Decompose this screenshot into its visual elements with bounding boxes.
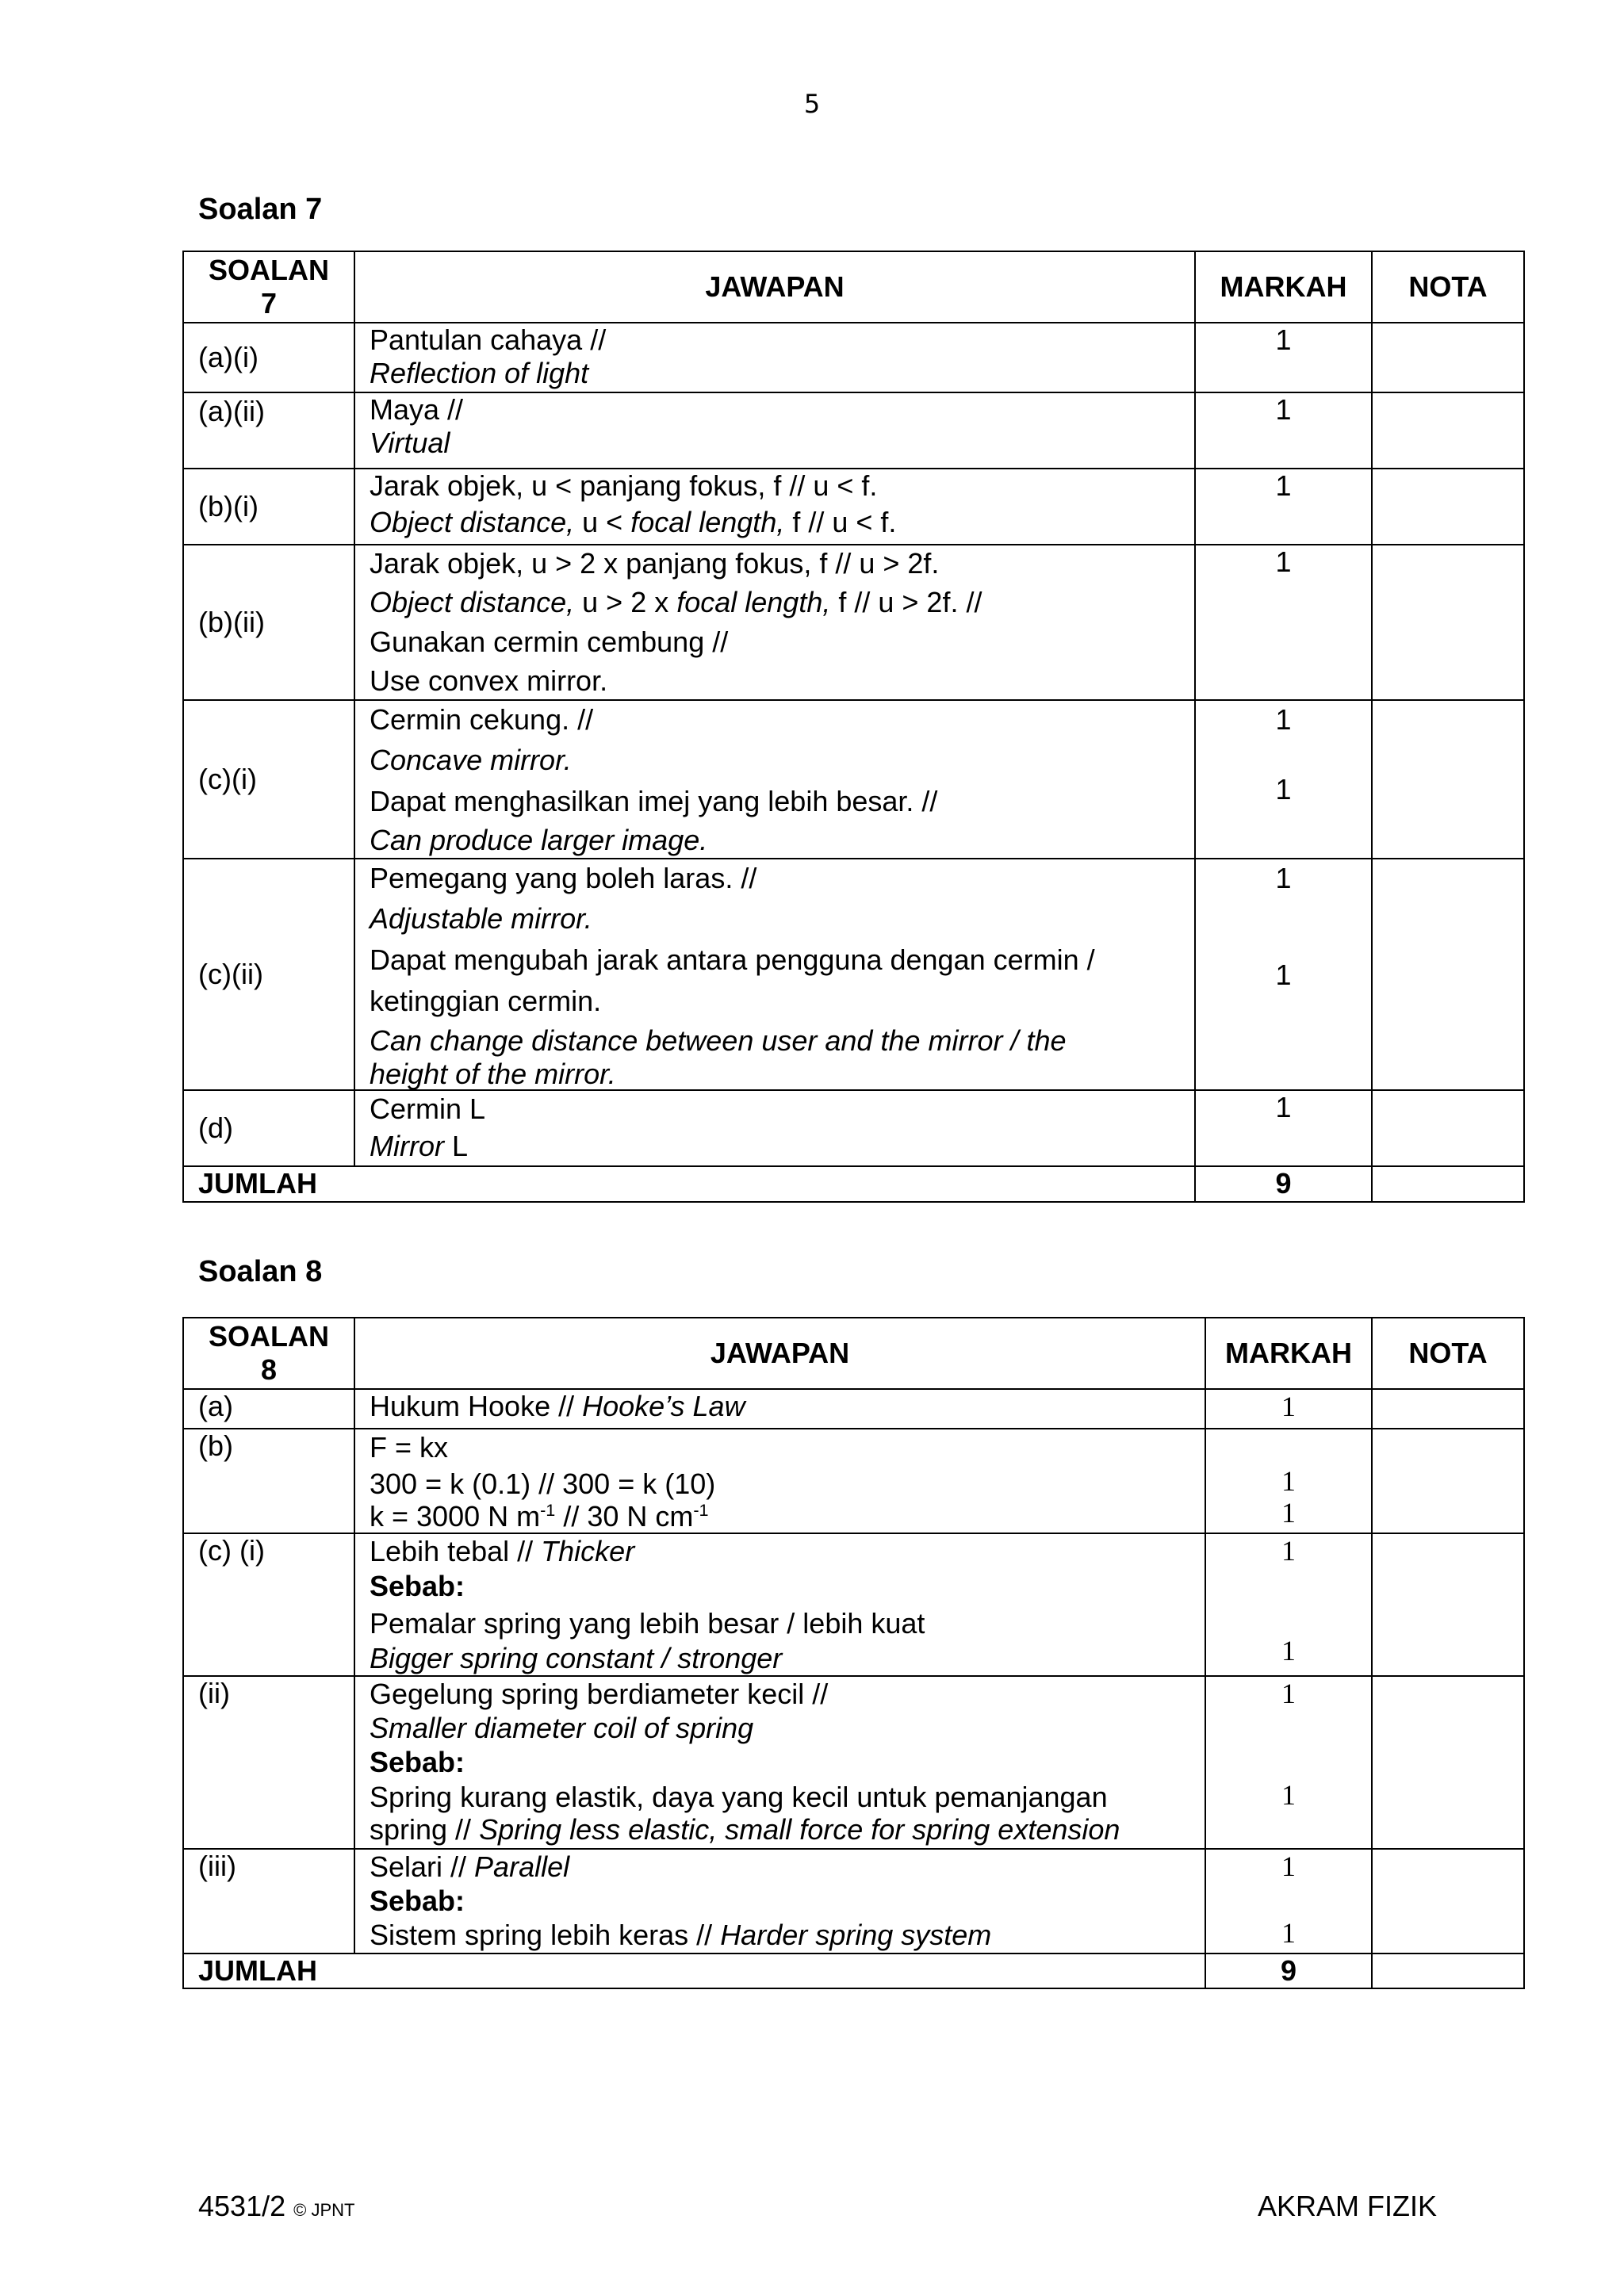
note-cell (1372, 323, 1524, 392)
table-row (183, 545, 1524, 700)
mark-cell: 1 (1195, 469, 1372, 545)
mark-cell: 1 1 (1205, 1849, 1372, 1954)
question-label: (b)(ii) (183, 545, 354, 700)
mark-cell: 1 (1195, 323, 1372, 392)
table-row (183, 1676, 1524, 1849)
table-row (183, 1090, 1524, 1166)
mark-cell: 1 1 (1195, 859, 1372, 1090)
table-row (183, 1533, 1524, 1676)
table-row (183, 323, 1524, 392)
question-label: (iii) (183, 1849, 354, 1954)
question-label: (b)(i) (183, 469, 354, 545)
answer-cell: Jarak objek, u > 2 x panjang fokus, f // u > 2f. Object distance, u > 2 x focal length, f // u > 2f. // Gunakan cermin cembung // Use convex mirror. (354, 545, 1195, 700)
note-cell (1372, 1429, 1524, 1533)
answer-cell: Cermin cekung. // Concave mirror. Dapat menghasilkan imej yang lebih besar. // Can produce larger image. (354, 700, 1195, 859)
question-7-title: Soalan 7 (198, 193, 323, 226)
note-cell (1372, 859, 1524, 1090)
note-cell (1372, 545, 1524, 700)
question-label: (b) (183, 1429, 354, 1533)
total-row (183, 1166, 1524, 1201)
note-cell (1372, 392, 1524, 469)
table-row (183, 469, 1524, 545)
total-label: JUMLAH (183, 1166, 1195, 1201)
table-row (183, 1389, 1524, 1429)
table-row (183, 392, 1524, 469)
answer-cell: Jarak objek, u < panjang fokus, f // u < f. Object distance, u < focal length, f // u < f. (354, 469, 1195, 545)
question-label: (d) (183, 1090, 354, 1166)
header-markah: MARKAH (1205, 1318, 1372, 1389)
note-cell (1372, 1389, 1524, 1429)
total-row (183, 1954, 1524, 1988)
answer-cell: Lebih tebal // Thicker Sebab: Pemalar spring yang lebih besar / lebih kuat Bigger spring constant / stronger (354, 1533, 1205, 1676)
answer-cell: Selari // Parallel Sebab: Sistem spring lebih keras // Harder spring system (354, 1849, 1205, 1954)
question-label: (a) (183, 1389, 354, 1429)
header-markah: MARKAH (1195, 251, 1372, 323)
table-row (183, 700, 1524, 859)
answer-cell: F = kx 300 = k (0.1) // 300 = k (10) k = 3000 N $m^{-1} // 30$ N $cm^{-1}$ (354, 1429, 1205, 1533)
header-jawapan: JAWAPAN (354, 1318, 1205, 1389)
answer-cell: Gegelung spring berdiameter kecil // Smaller diameter coil of spring Sebab: Spring kurang elastik, daya yang kecil untuk pemanjangan spring // Spring less elastic, small force for spring extension (354, 1676, 1205, 1849)
mark-cell: 1 1 (1195, 700, 1372, 859)
footer-author: AKRAM FIZIK (1257, 2190, 1437, 2222)
mark-cell: 1 (1195, 1090, 1372, 1166)
question-7-answer-table (182, 251, 1525, 1203)
note-cell (1372, 700, 1524, 859)
total-mark: 9 (1205, 1954, 1372, 1988)
note-cell (1372, 1166, 1524, 1201)
footer-paper-code: 4531/2 © JPNT (198, 2190, 355, 2222)
header-jawapan: JAWAPAN (354, 251, 1195, 323)
table-row (183, 1429, 1524, 1533)
mark-cell: 1 (1195, 392, 1372, 469)
table-row (183, 859, 1524, 1090)
table-header-row (183, 1318, 1524, 1389)
total-label: JUMLAH (183, 1954, 1205, 1988)
answer-cell: Pemegang yang boleh laras. // Adjustable mirror. Dapat mengubah jarak antara pengguna dengan cermin / ketinggian cermin. Can change distance between user and the mirror / the height of the mirror. (354, 859, 1195, 1090)
answer-cell: Pantulan cahaya // Reflection of light (354, 323, 1195, 392)
mark-cell: 1 1 (1205, 1429, 1372, 1533)
header-soalan: SOALAN 8 (183, 1318, 354, 1389)
mark-cell: 1 1 (1205, 1533, 1372, 1676)
question-label: (a)(ii) (183, 392, 354, 469)
page-number: 5 (803, 89, 821, 119)
header-nota: NOTA (1372, 1318, 1524, 1389)
mark-cell: 1 1 (1205, 1676, 1372, 1849)
header-soalan: SOALAN 7 (183, 251, 354, 323)
note-cell (1372, 1676, 1524, 1849)
question-label: (a)(i) (183, 323, 354, 392)
mark-cell: 1 (1205, 1389, 1372, 1429)
note-cell (1372, 1849, 1524, 1954)
table-row (183, 1849, 1524, 1954)
question-label: (ii) (183, 1676, 354, 1849)
table-header-row (183, 251, 1524, 323)
note-cell (1372, 469, 1524, 545)
question-8-answer-table (182, 1317, 1525, 1989)
question-label: (c)(i) (183, 700, 354, 859)
question-8-title: Soalan 8 (198, 1255, 323, 1288)
note-cell (1372, 1954, 1524, 1988)
header-nota: NOTA (1372, 251, 1524, 323)
answer-cell: Cermin L Mirror L (354, 1090, 1195, 1166)
answer-cell: Hukum Hooke // Hooke’s Law (354, 1389, 1205, 1429)
answer-cell: Maya // Virtual (354, 392, 1195, 469)
question-label: (c)(ii) (183, 859, 354, 1090)
mark-cell: 1 (1195, 545, 1372, 700)
total-mark: 9 (1195, 1166, 1372, 1201)
question-label: (c) (i) (183, 1533, 354, 1676)
note-cell (1372, 1090, 1524, 1166)
footer-copyright: © JPNT (293, 2200, 355, 2220)
note-cell (1372, 1533, 1524, 1676)
